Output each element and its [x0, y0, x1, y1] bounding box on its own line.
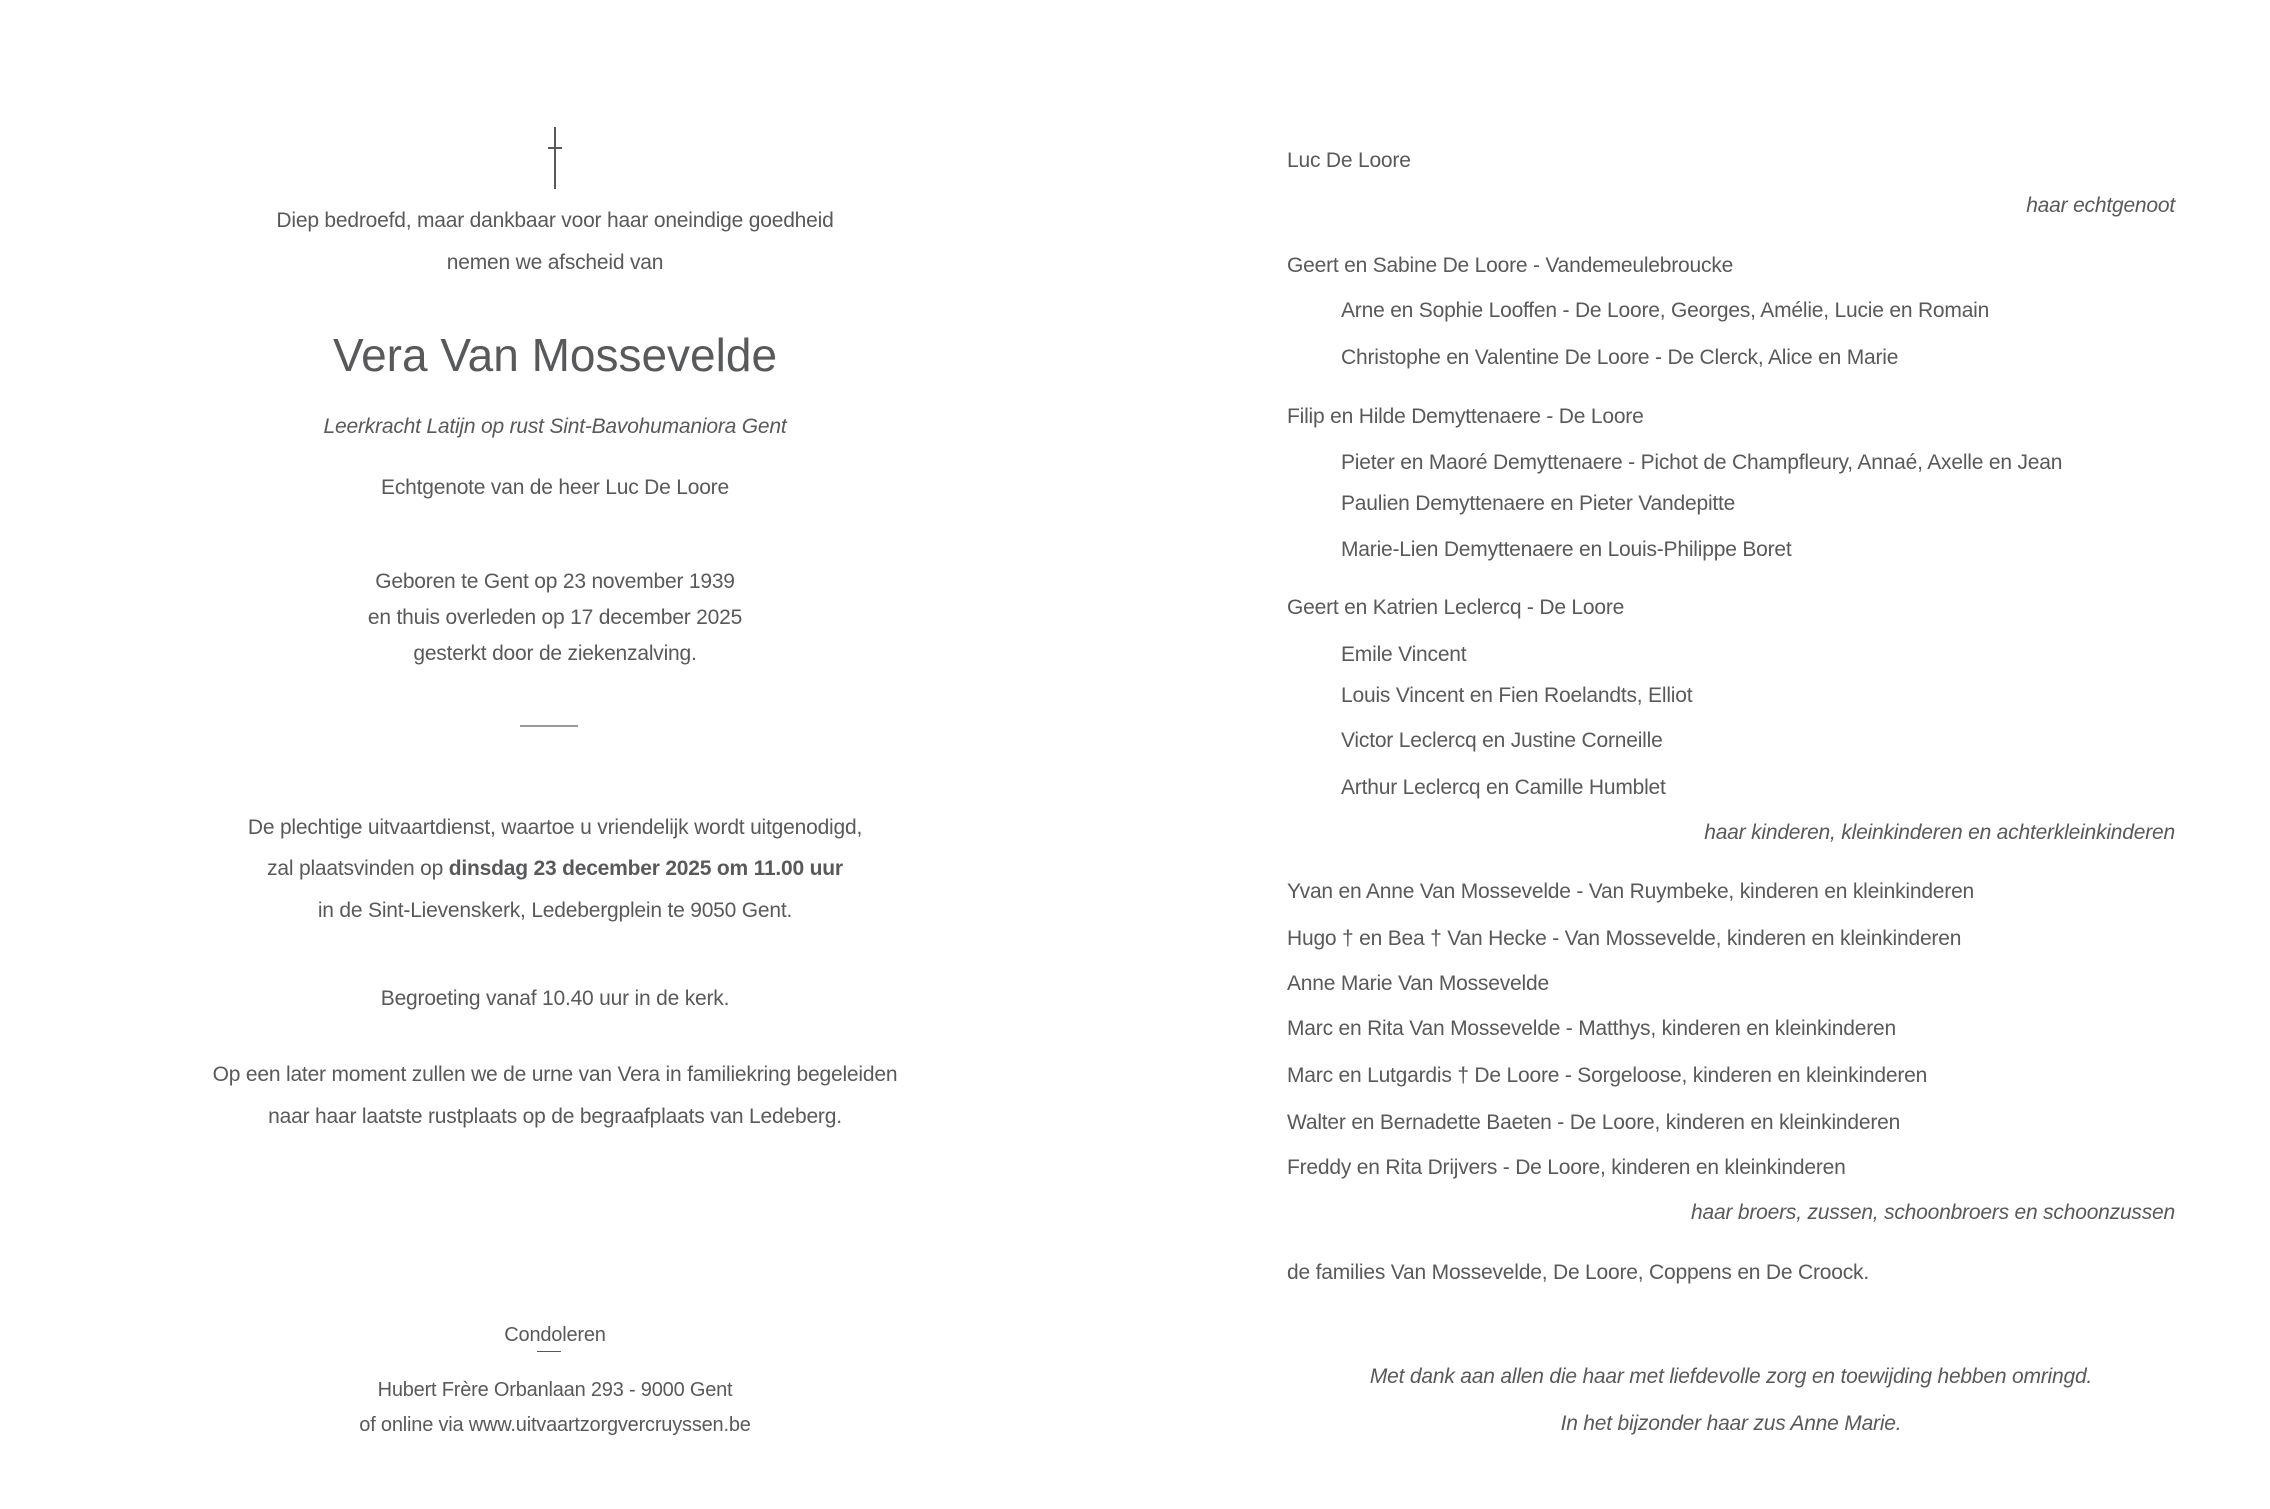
spouse-line: Echtgenote van de heer Luc De Loore: [381, 476, 729, 499]
sibling-family: Yvan en Anne Van Mossevelde - Van Ruymbeke, kinderen en kleinkinderen: [1287, 880, 1975, 903]
death-line: en thuis overleden op 17 december 2025: [367, 606, 743, 629]
child-family: Filip en Hilde Demyttenaere - De Loore: [1287, 405, 1644, 428]
separator-small: [537, 1351, 561, 1352]
cross-icon: [553, 127, 557, 189]
grandchild-family: Arthur Leclercq en Camille Humblet: [1341, 776, 1666, 799]
service-location: in de Sint-Lievenskerk, Ledebergplein te 9050 Gent.: [317, 899, 793, 922]
grandchild-family: Louis Vincent en Fien Roelandts, Elliot: [1341, 684, 1693, 707]
condolence-address: Hubert Frère Orbanlaan 293 - 9000 Gent: [377, 1379, 733, 1401]
separator: [520, 725, 578, 727]
grandchild-family: Victor Leclercq en Justine Corneille: [1341, 729, 1663, 752]
condolence-link[interactable]: of online via www.uitvaartzorgvercruyssen.be: [359, 1414, 751, 1436]
urn-line: Op een later moment zullen we de urne van Vera in familiekring begeleiden: [212, 1063, 898, 1086]
intro-line: Diep bedroefd, maar dankbaar voor haar oneindige goedheid: [276, 209, 834, 232]
sibling-family: Hugo † en Bea † Van Hecke - Van Mossevelde, kinderen en kleinkinderen: [1287, 927, 1962, 950]
birth-line: Geboren te Gent op 23 november 1939: [375, 570, 735, 593]
sacrament-line: gesterkt door de ziekenzalving.: [413, 642, 697, 665]
relation-label: haar echtgenoot: [2026, 194, 2175, 217]
service-date-prefix: zal plaatsvinden op: [267, 857, 449, 880]
child-family: Geert en Katrien Leclercq - De Loore: [1287, 596, 1625, 619]
grandchild-family: Emile Vincent: [1341, 643, 1467, 666]
occupation: Leerkracht Latijn op rust Sint-Bavohumaniora Gent: [323, 415, 787, 438]
extended-families: de families Van Mossevelde, De Loore, Coppens en De Croock.: [1287, 1261, 1869, 1284]
grandchild-family: Arne en Sophie Looffen - De Loore, Georges, Amélie, Lucie en Romain: [1341, 299, 1990, 322]
service-date-line: [0, 854, 1110, 884]
grandchild-family: Marie-Lien Demyttenaere en Louis-Philippe Boret: [1341, 538, 1792, 561]
sibling-family: Walter en Bernadette Baeten - De Loore, kinderen en kleinkinderen: [1287, 1111, 1901, 1134]
intro-line: nemen we afscheid van: [446, 251, 664, 274]
sibling-family: Marc en Lutgardis † De Loore - Sorgeloose, kinderen en kleinkinderen: [1287, 1064, 1928, 1087]
relation-label: haar kinderen, kleinkinderen en achterkleinkinderen: [1704, 821, 2175, 844]
spouse-name: Luc De Loore: [1287, 149, 1411, 172]
deceased-name: Vera Van Mossevelde: [332, 329, 778, 381]
thanks-line: In het bijzonder haar zus Anne Marie.: [1560, 1412, 1902, 1435]
greeting-line: Begroeting vanaf 10.40 uur in de kerk.: [380, 987, 730, 1010]
sibling-family: Anne Marie Van Mossevelde: [1287, 972, 1549, 995]
child-family: Geert en Sabine De Loore - Vandemeulebroucke: [1287, 254, 1734, 277]
sibling-family: Marc en Rita Van Mossevelde - Matthys, kinderen en kleinkinderen: [1287, 1017, 1896, 1040]
grandchild-family: Paulien Demyttenaere en Pieter Vandepitte: [1341, 492, 1736, 515]
thanks-line: Met dank aan allen die haar met liefdevolle zorg en toewijding hebben omringd.: [1369, 1365, 2093, 1388]
service-line: De plechtige uitvaartdienst, waartoe u vriendelijk wordt uitgenodigd,: [247, 816, 863, 839]
condolence-label: Condoleren: [504, 1324, 606, 1346]
urn-line: naar haar laatste rustplaats op de begraafplaats van Ledeberg.: [268, 1105, 842, 1128]
sibling-family: Freddy en Rita Drijvers - De Loore, kinderen en kleinkinderen: [1287, 1156, 1846, 1179]
grandchild-family: Christophe en Valentine De Loore - De Clerck, Alice en Marie: [1341, 346, 1899, 369]
relation-label: haar broers, zussen, schoonbroers en schoonzussen: [1691, 1201, 2175, 1224]
service-date: dinsdag 23 december 2025 om 11.00 uur: [448, 857, 843, 880]
grandchild-family: Pieter en Maoré Demyttenaere - Pichot de Champfleury, Annaé, Axelle en Jean: [1341, 451, 2063, 474]
